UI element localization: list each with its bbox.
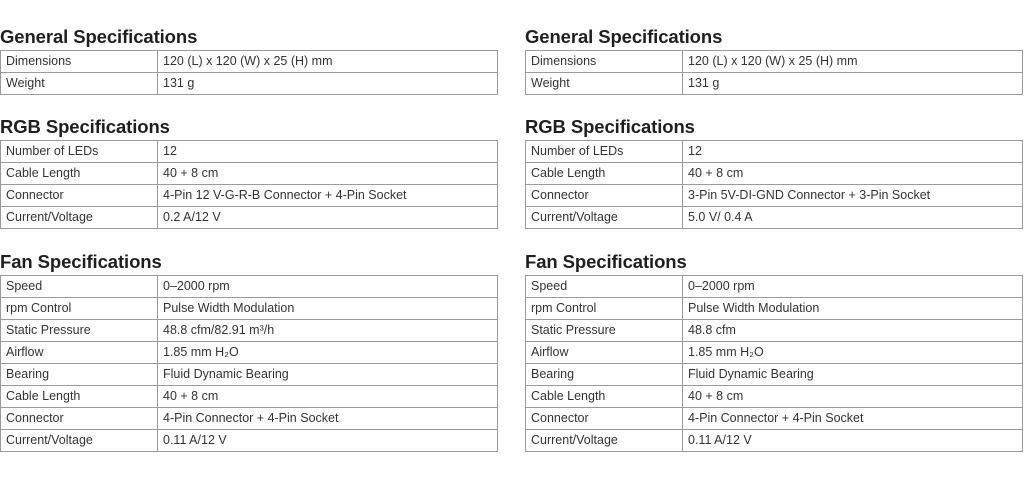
spec-value: 131 g — [158, 73, 498, 95]
table-row — [526, 51, 1023, 73]
spec-label: Airflow — [526, 342, 683, 364]
spec-value: 48.8 cfm/82.91 m³/h — [158, 320, 498, 342]
table-row — [1, 163, 498, 185]
spec-value: 1.85 mm H₂O — [158, 342, 498, 364]
spec-value: 12 — [158, 141, 498, 163]
spec-label: Number of LEDs — [1, 141, 158, 163]
spec-label: Cable Length — [1, 163, 158, 185]
table-row — [526, 141, 1023, 163]
spec-label: Speed — [526, 276, 683, 298]
general-specifications-section — [525, 26, 1023, 95]
spec-value: 40 + 8 cm — [683, 386, 1023, 408]
table-row — [526, 207, 1023, 229]
spec-label: Dimensions — [526, 51, 683, 73]
spec-value: 1.85 mm H₂O — [683, 342, 1023, 364]
spec-table — [0, 140, 498, 229]
table-row — [1, 51, 498, 73]
spec-value: Pulse Width Modulation — [683, 298, 1023, 320]
spec-value: 0–2000 rpm — [683, 276, 1023, 298]
spec-value: 12 — [683, 141, 1023, 163]
table-row — [1, 207, 498, 229]
table-row — [526, 163, 1023, 185]
section-title: General Specifications — [0, 26, 198, 47]
table-row — [1, 185, 498, 207]
section-title: RGB Specifications — [525, 116, 695, 137]
spec-table — [525, 140, 1023, 229]
spec-label: Static Pressure — [526, 320, 683, 342]
spec-label: Current/Voltage — [526, 207, 683, 229]
table-row — [1, 320, 498, 342]
spec-label: Cable Length — [526, 386, 683, 408]
table-row — [526, 298, 1023, 320]
table-row — [526, 73, 1023, 95]
spec-label: Airflow — [1, 342, 158, 364]
spec-value: Pulse Width Modulation — [158, 298, 498, 320]
spec-label: Current/Voltage — [526, 430, 683, 452]
section-title: RGB Specifications — [0, 116, 170, 137]
table-row — [526, 185, 1023, 207]
spec-table — [525, 275, 1023, 452]
spec-table — [525, 50, 1023, 95]
section-title: Fan Specifications — [525, 251, 687, 272]
spec-label: Weight — [526, 73, 683, 95]
spec-value: 0–2000 rpm — [158, 276, 498, 298]
section-title: General Specifications — [525, 26, 723, 47]
general-specifications-section — [0, 26, 498, 95]
table-row — [526, 342, 1023, 364]
spec-label: Current/Voltage — [1, 207, 158, 229]
spec-label: Static Pressure — [1, 320, 158, 342]
spec-table — [0, 50, 498, 95]
spec-label: Bearing — [1, 364, 158, 386]
table-row — [1, 276, 498, 298]
spec-value: Fluid Dynamic Bearing — [683, 364, 1023, 386]
spec-value: 3-Pin 5V-DI-GND Connector + 3-Pin Socket — [683, 185, 1023, 207]
spec-value: 48.8 cfm — [683, 320, 1023, 342]
spec-label: Dimensions — [1, 51, 158, 73]
table-row — [526, 408, 1023, 430]
section-title: Fan Specifications — [0, 251, 162, 272]
table-row — [526, 320, 1023, 342]
table-row — [1, 298, 498, 320]
spec-value: 40 + 8 cm — [158, 386, 498, 408]
spec-label: Connector — [1, 185, 158, 207]
spec-value: Fluid Dynamic Bearing — [158, 364, 498, 386]
fan-specifications-section — [525, 251, 1023, 452]
spec-label: Number of LEDs — [526, 141, 683, 163]
rgb-specifications-section — [0, 116, 498, 229]
table-row — [526, 364, 1023, 386]
spec-label: rpm Control — [526, 298, 683, 320]
spec-value: 120 (L) x 120 (W) x 25 (H) mm — [158, 51, 498, 73]
spec-value: 131 g — [683, 73, 1023, 95]
table-row — [526, 430, 1023, 452]
spec-label: Connector — [526, 185, 683, 207]
spec-label: Weight — [1, 73, 158, 95]
spec-label: Current/Voltage — [1, 430, 158, 452]
spec-label: Connector — [526, 408, 683, 430]
table-row — [1, 141, 498, 163]
spec-value: 0.11 A/12 V — [683, 430, 1023, 452]
table-row — [526, 386, 1023, 408]
fan-specifications-section — [0, 251, 498, 452]
table-row — [1, 408, 498, 430]
rgb-specifications-section — [525, 116, 1023, 229]
table-row — [1, 342, 498, 364]
spec-value: 120 (L) x 120 (W) x 25 (H) mm — [683, 51, 1023, 73]
spec-label: Cable Length — [526, 163, 683, 185]
spec-value: 5.0 V/ 0.4 A — [683, 207, 1023, 229]
table-row — [1, 430, 498, 452]
spec-value: 4-Pin 12 V-G-R-B Connector + 4-Pin Socket — [158, 185, 498, 207]
table-row — [1, 364, 498, 386]
spec-value: 4-Pin Connector + 4-Pin Socket — [683, 408, 1023, 430]
table-row — [526, 276, 1023, 298]
spec-label: rpm Control — [1, 298, 158, 320]
spec-table — [0, 275, 498, 452]
spec-label: Connector — [1, 408, 158, 430]
spec-value: 0.2 A/12 V — [158, 207, 498, 229]
spec-label: Bearing — [526, 364, 683, 386]
spec-label: Cable Length — [1, 386, 158, 408]
spec-value: 4-Pin Connector + 4-Pin Socket — [158, 408, 498, 430]
spec-value: 40 + 8 cm — [158, 163, 498, 185]
table-row — [1, 386, 498, 408]
table-row — [1, 73, 498, 95]
spec-label: Speed — [1, 276, 158, 298]
spec-value: 40 + 8 cm — [683, 163, 1023, 185]
spec-value: 0.11 A/12 V — [158, 430, 498, 452]
